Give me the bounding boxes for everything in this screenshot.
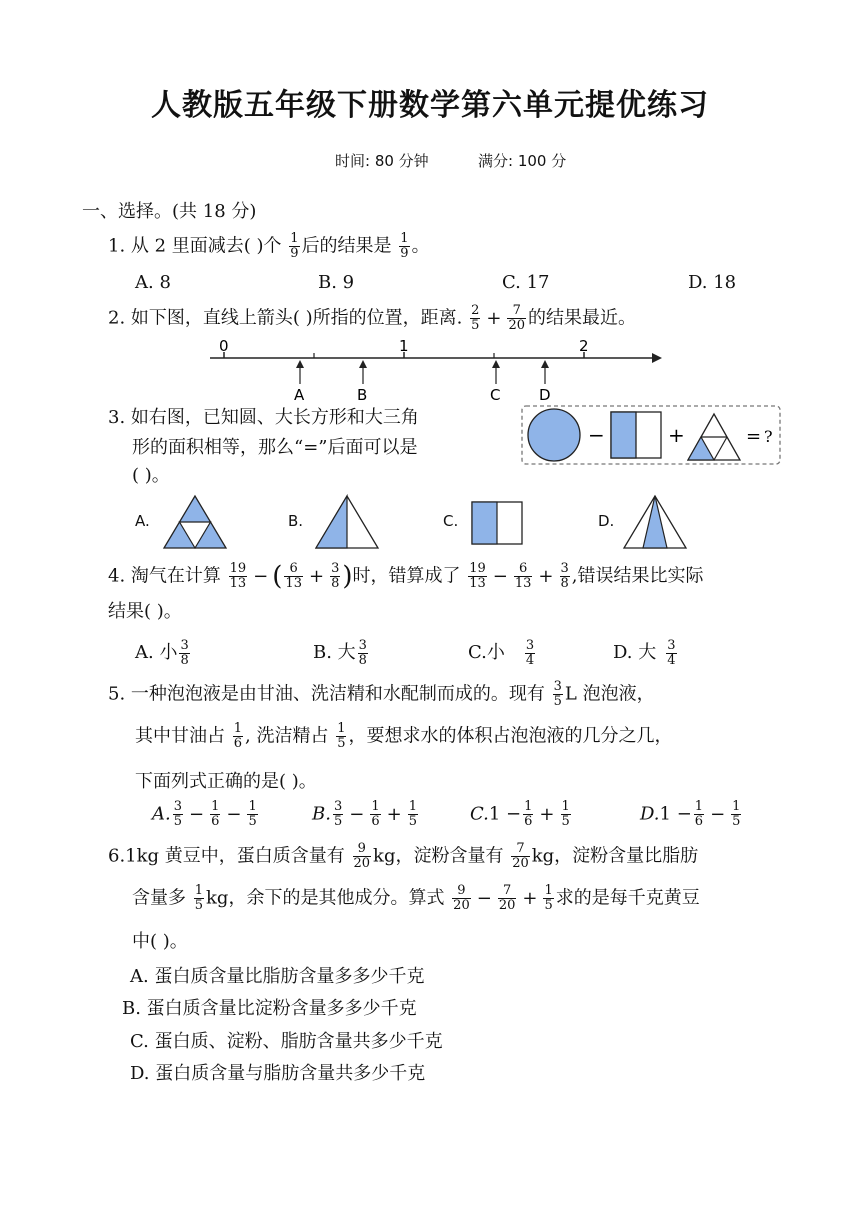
fraction: $\frac{1}{5}$ xyxy=(337,721,346,751)
q4-option-b[interactable]: B. 大 $\frac{3}{8}$ xyxy=(313,637,367,668)
fraction: $\frac{3}{8}$ xyxy=(331,561,340,591)
q4-line-2: 结果( )。 xyxy=(108,601,182,622)
q3-option-b-label[interactable]: B. xyxy=(288,512,304,530)
fraction: $\frac{2}{5}$ xyxy=(471,303,480,333)
tick-label-1: 1 xyxy=(399,337,409,355)
number-line xyxy=(200,334,670,404)
page-title: 人教版五年级下册数学第六单元提优练习 xyxy=(151,88,709,123)
arrow-a-icon xyxy=(296,360,304,384)
q3-option-a-label[interactable]: A. xyxy=(135,512,150,530)
q1-option-a[interactable]: A. 8 xyxy=(135,272,171,293)
arrow-c-icon xyxy=(492,360,500,384)
q3-option-b-triangle[interactable] xyxy=(314,494,380,550)
q3-line-2: 形的面积相等，那么“=”后面可以是 xyxy=(132,437,418,458)
q3-option-a-triangle[interactable] xyxy=(162,494,228,550)
q6-option-b[interactable]: B. 蛋白质含量比淀粉含量多多少千克 xyxy=(122,998,417,1019)
arrow-d-icon xyxy=(541,360,549,384)
arrow-label-d: D xyxy=(539,386,551,404)
q1-option-d[interactable]: D. 18 xyxy=(688,272,737,293)
fraction: $\frac{1}{9}$ xyxy=(400,231,409,261)
q3-option-c-label[interactable]: C. xyxy=(443,512,459,530)
q5-option-b[interactable]: B. $\frac{3}{5}$ − $\frac{1}{6}$ + $\frac{1}{5}$ xyxy=(312,799,417,829)
q6-line-3: 中( )。 xyxy=(132,931,188,952)
fraction: $\frac{19}{13}$ xyxy=(469,561,486,591)
question-4: 4. 淘气在计算 $\frac{19}{13}$ − ( $\frac{6}{13}$ + $\frac{3}{8}$ )时，错算成了 $\frac{19}{13}$ − $\frac{6}{13}$ + $\frac{3}{8}$ ,错误结果比实际 xyxy=(108,561,704,592)
q2-text: 2. 如下图，直线上箭头( )所指的位置，距离. xyxy=(108,307,469,329)
plus-sign: + xyxy=(668,423,685,447)
question-5: 5. 一种泡泡液是由甘油、洗洁精和水配制而成的。现有 $\frac{3}{5}$ L 泡泡液， xyxy=(108,679,655,709)
fraction: $\frac{3}{5}$ xyxy=(553,679,562,709)
q3-line-1: 3. 如右图，已知圆、大长方形和大三角 xyxy=(108,407,419,428)
fraction: $\frac{7}{20}$ xyxy=(508,303,526,333)
q4-option-a[interactable]: A. 小 $\frac{3}{8}$ xyxy=(135,637,189,668)
q6-option-a[interactable]: A. 蛋白质含量比脂肪含量多多少千克 xyxy=(130,966,425,987)
question-1: 1. 从 2 里面减去( )个 $\frac{1}{9}$ 后的结果是 $\frac{1}{9}$ 。 xyxy=(108,231,430,261)
q1-option-c[interactable]: C. 17 xyxy=(502,272,550,293)
arrow-label-b: B xyxy=(357,386,368,404)
q5-option-d[interactable]: D.1 − $\frac{1}{6}$ − $\frac{1}{5}$ xyxy=(640,799,741,829)
fraction: $\frac{1}{6}$ xyxy=(233,721,243,751)
fraction: $\frac{9}{20}$ xyxy=(353,841,371,871)
q5-line-3: 下面列式正确的是( )。 xyxy=(135,771,317,792)
q3-option-d-label[interactable]: D. xyxy=(598,512,615,530)
q6-line-2: 含量多 $\frac{1}{5}$ kg，余下的是其他成分。算式 $\frac{9}{20}$ − $\frac{7}{20}$ + $\frac{1}{5}$ 求的是每千克黄豆 xyxy=(132,883,700,913)
section-heading: 一、选择。(共 18 分) xyxy=(82,201,257,222)
triangle-shape xyxy=(688,414,740,460)
fraction: $\frac{1}{9}$ xyxy=(290,231,299,261)
exam-score: 满分: 100 分 xyxy=(478,152,567,170)
arrow-b-icon xyxy=(359,360,367,384)
q1-option-b[interactable]: B. 9 xyxy=(318,272,355,293)
fraction: $\frac{7}{20}$ xyxy=(512,841,529,871)
q3-equation-figure xyxy=(520,404,785,468)
question-2: 2. 如下图，直线上箭头( )所指的位置，距离. $\frac{2}{5}$ + $\frac{7}{20}$ 的结果最近。 xyxy=(108,303,637,333)
q3-line-3: ( )。 xyxy=(132,465,170,486)
q5-line-2: 其中甘油占 $\frac{1}{6}$ , 洗洁精占 $\frac{1}{5}$ ，要想求水的体积占泡泡液的几分之几， xyxy=(135,721,673,751)
q6-option-c[interactable]: C. 蛋白质、淀粉、脂肪含量共多少千克 xyxy=(130,1031,443,1052)
arrow-label-c: C xyxy=(490,386,501,404)
equals-sign: = xyxy=(746,426,762,447)
q5-option-c[interactable]: C.1 − $\frac{1}{6}$ + $\frac{1}{5}$ xyxy=(470,799,570,829)
fraction: $\frac{6}{13}$ xyxy=(514,561,532,591)
q5-option-a[interactable]: A. $\frac{3}{5}$ − $\frac{1}{6}$ − $\frac{1}{5}$ xyxy=(152,799,257,829)
q3-option-c-rectangle[interactable] xyxy=(470,500,526,546)
question-6: 6.1kg 黄豆中，蛋白质含量有 $\frac{9}{20}$ kg，淀粉含量有 $\frac{7}{20}$ kg，淀粉含量比脂肪 xyxy=(108,841,699,871)
exam-time: 时间: 80 分钟 xyxy=(335,152,429,170)
fraction: $\frac{19}{13}$ xyxy=(229,561,247,591)
q4-option-c[interactable]: C.小 $\frac{3}{4}$ xyxy=(468,637,535,668)
circle-shape xyxy=(528,409,580,461)
arrow-label-a: A xyxy=(294,386,305,404)
q1-text-mid: 后的结果是 xyxy=(301,235,398,257)
q1-text: 1. 从 2 里面减去( )个 xyxy=(108,235,288,257)
minus-sign: − xyxy=(588,423,605,447)
tick-label-2: 2 xyxy=(579,337,589,355)
tick-label-0: 0 xyxy=(219,337,229,355)
question-mark: ? xyxy=(764,427,773,446)
fraction: $\frac{1}{5}$ xyxy=(194,883,204,913)
q6-option-d[interactable]: D. 蛋白质含量与脂肪含量共多少千克 xyxy=(130,1063,426,1084)
fraction: $\frac{6}{13}$ xyxy=(285,561,302,591)
q3-option-d-triangle[interactable] xyxy=(622,494,688,550)
fraction: $\frac{3}{8}$ xyxy=(560,561,569,591)
q4-option-d[interactable]: D. 大 $\frac{3}{4}$ xyxy=(613,637,676,668)
